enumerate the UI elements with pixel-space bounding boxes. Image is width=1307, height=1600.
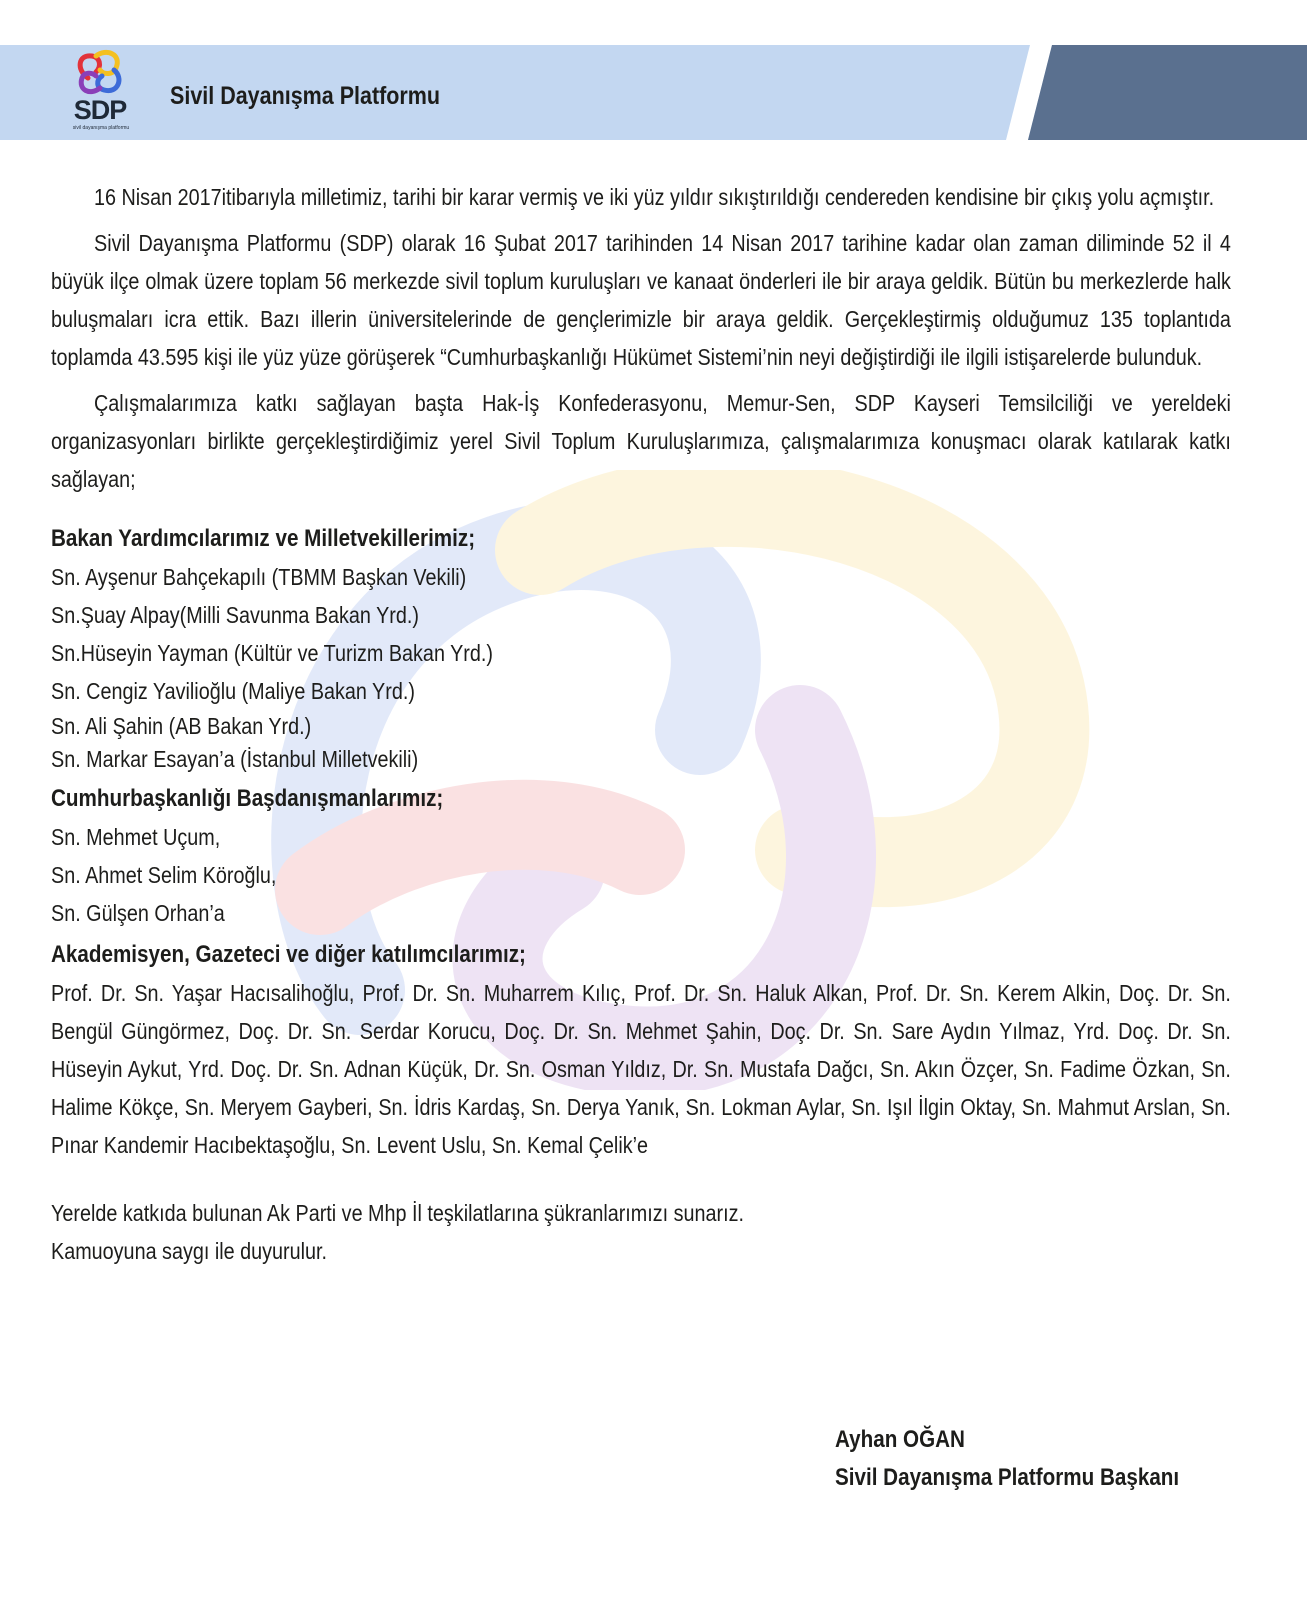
advisors-section — [51, 780, 1231, 932]
signature-role: Sivil Dayanışma Platformu Başkanı — [835, 1464, 1180, 1491]
closing-line: Kamuoyuna saygı ile duyurulur. — [51, 1238, 327, 1264]
signature-block — [835, 1421, 1235, 1497]
paragraph-activities: Sivil Dayanışma Platformu (SDP) olarak 16 Şubat 2017 tarihinden 14 Nisan 2017 tarihine kadar olan zaman diliminde 52 il 4 büyük ilçe olmak üzere toplam 56 merkezde sivil toplum kuruluşları ve kanaat önderleri ile bir araya geldik. Bütün bu merkezlerde halk buluşmaları icra ettik. Bazı illerin üniversitelerinde de gençlerimizle bir araya geldik. Gerçekleştirmiş olduğumuz 135 toplantıda toplamda 43.595 kişi ile yüz yüze görüşerek “Cumhurbaşkanlığı Hükümet Sistemi’nin neyi değiştirdiği ile ilgili istişarelerde bulunduk. — [51, 230, 1231, 370]
minister-item: Sn. Ali Şahin (AB Bakan Yrd.) — [51, 713, 312, 739]
sdp-logo-icon — [60, 48, 140, 98]
minister-item: Sn.Şuay Alpay(Milli Savunma Bakan Yrd.) — [51, 602, 419, 628]
logo-subtext: sivil dayanışma platformu — [72, 125, 130, 131]
sdp-logo — [60, 48, 140, 134]
advisor-item: Sn. Gülşen Orhan’a — [51, 900, 225, 926]
letter-body — [51, 178, 1231, 1270]
paragraph-thanks: Çalışmalarımıza katkı sağlayan başta Hak-İş Konfederasyonu, Memur-Sen, SDP Kayseri Temsilciliği ve yereldeki organizasyonları birlikte gerçekleştirdiğimiz yerel Sivil Toplum Kuruluşlarımıza, çalışmalarımıza konuşmacı olarak katılarak katkı sağlayan; — [51, 390, 1231, 492]
logo-text: SDP — [73, 95, 127, 125]
minister-item: Sn. Markar Esayan’a (İstanbul Milletvekili) — [51, 746, 419, 772]
brand-title: Sivil Dayanışma Platformu — [170, 82, 441, 110]
academics-heading: Akademisyen, Gazeteci ve diğer katılımcılarımız; — [51, 941, 526, 968]
paragraph-intro: 16 Nisan 2017itibarıyla milletimiz, tarihi bir karar vermiş ve iki yüz yıldır sıkıştırıldığı cendereden kendisine bir çıkış yolu açmıştır. — [94, 184, 1215, 210]
advisors-heading: Cumhurbaşkanlığı Başdanışmanlarımız; — [51, 785, 444, 812]
closing-line: Yerelde katkıda bulunan Ak Parti ve Mhp İl teşkilatlarına şükranlarımızı sunarız. — [51, 1200, 745, 1226]
letter-block — [51, 178, 1231, 1270]
minister-item: Sn.Hüseyin Yayman (Kültür ve Turizm Bakan Yrd.) — [51, 640, 493, 666]
minister-item: Sn. Ayşenur Bahçekapılı (TBMM Başkan Vekili) — [51, 564, 467, 590]
ministers-section — [51, 520, 1231, 776]
minister-item: Sn. Cengiz Yavilioğlu (Maliye Bakan Yrd.) — [51, 678, 415, 704]
signature-name: Ayhan OĞAN — [835, 1426, 965, 1453]
academics-list: Prof. Dr. Sn. Yaşar Hacısalihoğlu, Prof. Dr. Sn. Muharrem Kılıç, Prof. Dr. Sn. Haluk Alkan, Prof. Dr. Sn. Kerem Alkin, Doç. Dr. Sn. Bengül Güngörmez, Doç. Dr. Sn. Serdar Korucu, Doç. Dr. Sn. Mehmet Şahin, Doç. Dr. Sn. Sare Aydın Yılmaz, Yrd. Doç. Dr. Sn. Hüseyin Aykut, Yrd. Doç. Dr. Sn. Adnan Küçük, Dr. Sn. Osman Yıldız, Dr. Sn. Mustafa Dağcı, Sn. Akın Özçer, Sn. Fadime Özkan, Sn. Halime Kökçe, Sn. Meryem Gayberi, Sn. İdris Kardaş, Sn. Derya Yanık, Sn. Lokman Aylar, Sn. Işıl İlgin Oktay, Sn. Mahmut Arslan, Sn. Pınar Kandemir Hacıbektaşoğlu, Sn. Levent Uslu, Sn. Kemal Çelik’e — [51, 980, 1231, 1158]
ministers-heading: Bakan Yardımcılarımız ve Milletvekillerimiz; — [51, 525, 476, 552]
advisor-item: Sn. Mehmet Uçum, — [51, 824, 221, 850]
academics-section — [51, 936, 1231, 1164]
advisor-item: Sn. Ahmet Selim Köroğlu, — [51, 862, 277, 888]
